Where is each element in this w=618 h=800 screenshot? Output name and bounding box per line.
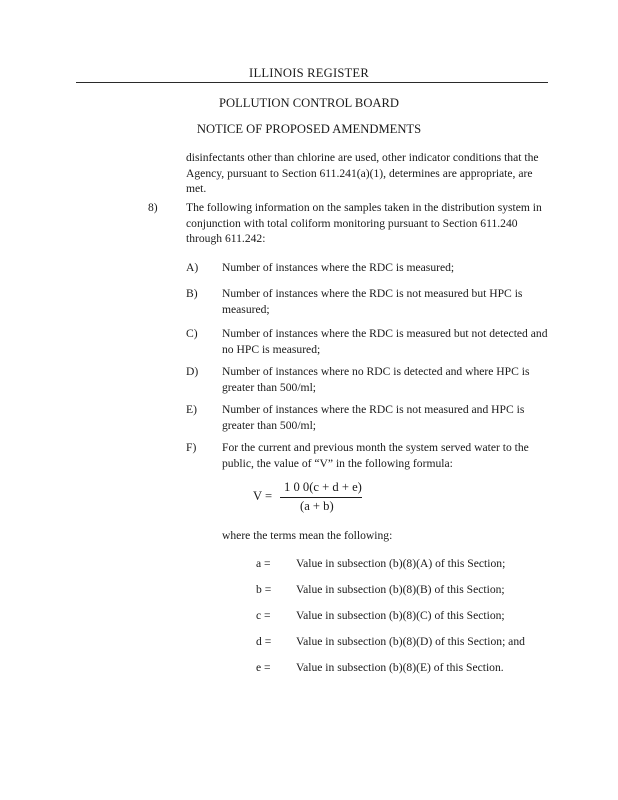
- subitem-label: A): [186, 261, 199, 274]
- subitem-text: For the current and previous month the system served water to the public, the value of “V” in the following formula:: [222, 441, 529, 470]
- definition-text: Value in subsection (b)(8)(B) of this Section;: [296, 583, 505, 596]
- definition-text: Value in subsection (b)(8)(D) of this Section; and: [296, 635, 525, 648]
- definition-term: d =: [256, 635, 272, 648]
- definition-term: b =: [256, 583, 272, 596]
- formula-numerator: 1 0 0(c + d + e): [284, 480, 362, 494]
- definition-text: Value in subsection (b)(8)(A) of this Section;: [296, 557, 506, 570]
- header-rule: [76, 82, 548, 83]
- notice-title: NOTICE OF PROPOSED AMENDMENTS: [196, 122, 422, 136]
- formula-lhs: V =: [253, 489, 273, 503]
- definition-text: Value in subsection (b)(8)(E) of this Section.: [296, 661, 504, 674]
- definition-term: c =: [256, 609, 271, 622]
- board-name: POLLUTION CONTROL BOARD: [218, 96, 400, 110]
- item-8-text: The following information on the samples taken in the distribution system in conjunction with total coliform monitoring pursuant to Section 611.240 through 611.242:: [186, 201, 542, 245]
- register-title: ILLINOIS REGISTER: [249, 66, 369, 80]
- continuation-paragraph: disinfectants other than chlorine are used, other indicator conditions that the Agency, pursuant to Section 611.241(a)(1), determines are appropriate, are met.: [186, 151, 539, 195]
- fraction-bar: [280, 497, 362, 498]
- item-8-number: 8): [148, 201, 158, 214]
- subitem-text: Number of instances where no RDC is detected and where HPC is greater than 500/ml;: [222, 365, 530, 394]
- definition-term: e =: [256, 661, 271, 674]
- subitem-label: D): [186, 365, 199, 378]
- subitem-label: C): [186, 327, 198, 340]
- subitem-text: Number of instances where the RDC is measured but not detected and no HPC is measured;: [222, 327, 548, 356]
- formula-denominator: (a + b): [300, 499, 334, 513]
- subitem-text: Number of instances where the RDC is measured;: [222, 261, 455, 274]
- subitem-label: B): [186, 287, 198, 300]
- definition-term: a =: [256, 557, 271, 570]
- subitem-text: Number of instances where the RDC is not measured but HPC is measured;: [222, 287, 523, 316]
- subitem-label: F): [186, 441, 197, 454]
- subitem-text: Number of instances where the RDC is not measured and HPC is greater than 500/ml;: [222, 403, 525, 432]
- definition-text: Value in subsection (b)(8)(C) of this Section;: [296, 609, 505, 622]
- where-text: where the terms mean the following:: [222, 529, 393, 542]
- subitem-label: E): [186, 403, 197, 416]
